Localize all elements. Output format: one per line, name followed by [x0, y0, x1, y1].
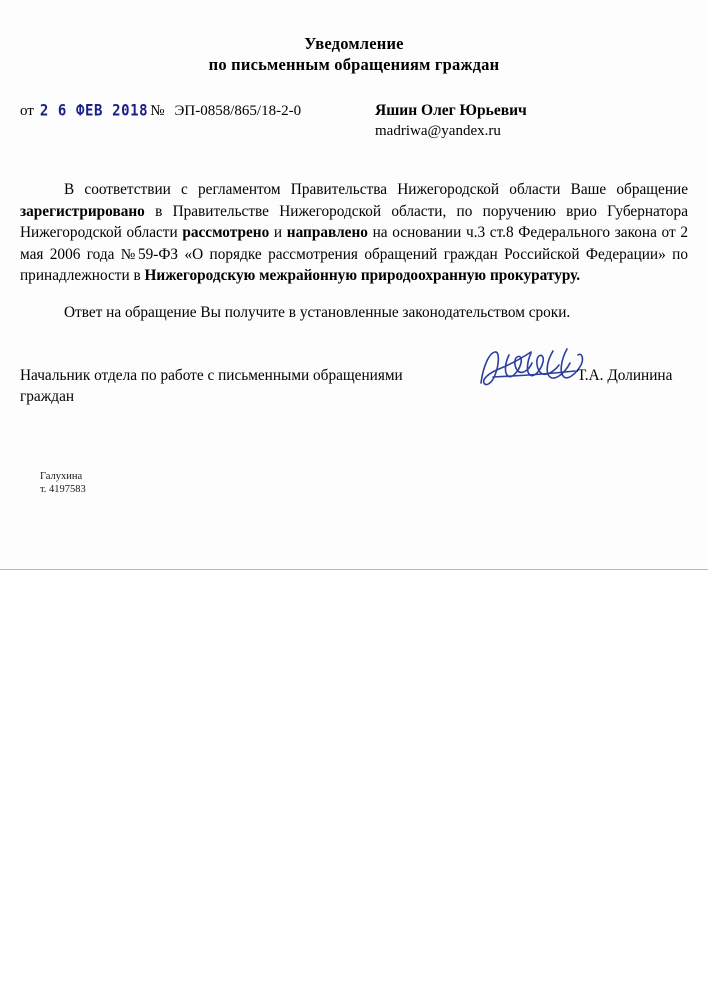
letter-header-row — [20, 103, 688, 147]
body-paragraph-2: Ответ на обращение Вы получите в установленные законодательством сроки. — [64, 303, 571, 321]
title-line-2: по письменным обращениям граждан — [208, 55, 500, 74]
date-label: от — [20, 103, 34, 119]
executor-name: Галухина — [40, 471, 83, 482]
p1-bold-reviewed: рассмотрено — [182, 224, 270, 241]
date-and-number — [20, 103, 301, 120]
signer-position: Начальник отдела по работе с письменными обращениями граждан — [20, 367, 403, 406]
p1-part-2: в Правительстве Нижегородской области, по поручению врио Губернатора Нижегородской области — [20, 202, 688, 241]
date-stamp: 2 6 ФЕВ 2018 — [39, 102, 149, 120]
p1-bold-forwarded: направлено — [286, 224, 368, 241]
page-title — [20, 33, 688, 75]
p1-part-1: В соответствии с регламентом Правительства Нижегородской области Ваше обращение — [64, 181, 688, 198]
p1-bold-authority: Нижегородскую межрайонную природоохранную прокуратуру. — [144, 267, 581, 284]
signer-name: Т.А. Долинина — [577, 367, 673, 385]
signature-block — [20, 365, 688, 425]
p1-bold-registered: зарегистрировано — [20, 202, 145, 220]
addressee-name: Яшин Олег Юрьевич — [375, 102, 527, 119]
addressee-email: madriwa@yandex.ru — [375, 123, 501, 139]
title-line-1: Уведомление — [304, 34, 404, 53]
letter-content — [20, 0, 688, 569]
number-label: № — [150, 103, 165, 119]
blank-lower-area — [0, 571, 708, 1000]
executor-phone: т. 4197583 — [40, 484, 86, 495]
p1-part-4: на основании ч.3 ст.8 Федерального закона от 2 мая 2006 года №59-ФЗ «О порядке рассмотрения обращений граждан Российской Федерации» по принадлежности в — [20, 224, 689, 284]
body-paragraph-1 — [20, 179, 688, 287]
p1-part-3: и — [269, 224, 287, 241]
addressee-block — [375, 101, 527, 142]
executor-note — [40, 470, 86, 496]
document-number: ЭП-0858/865/18-2-0 — [174, 103, 302, 119]
